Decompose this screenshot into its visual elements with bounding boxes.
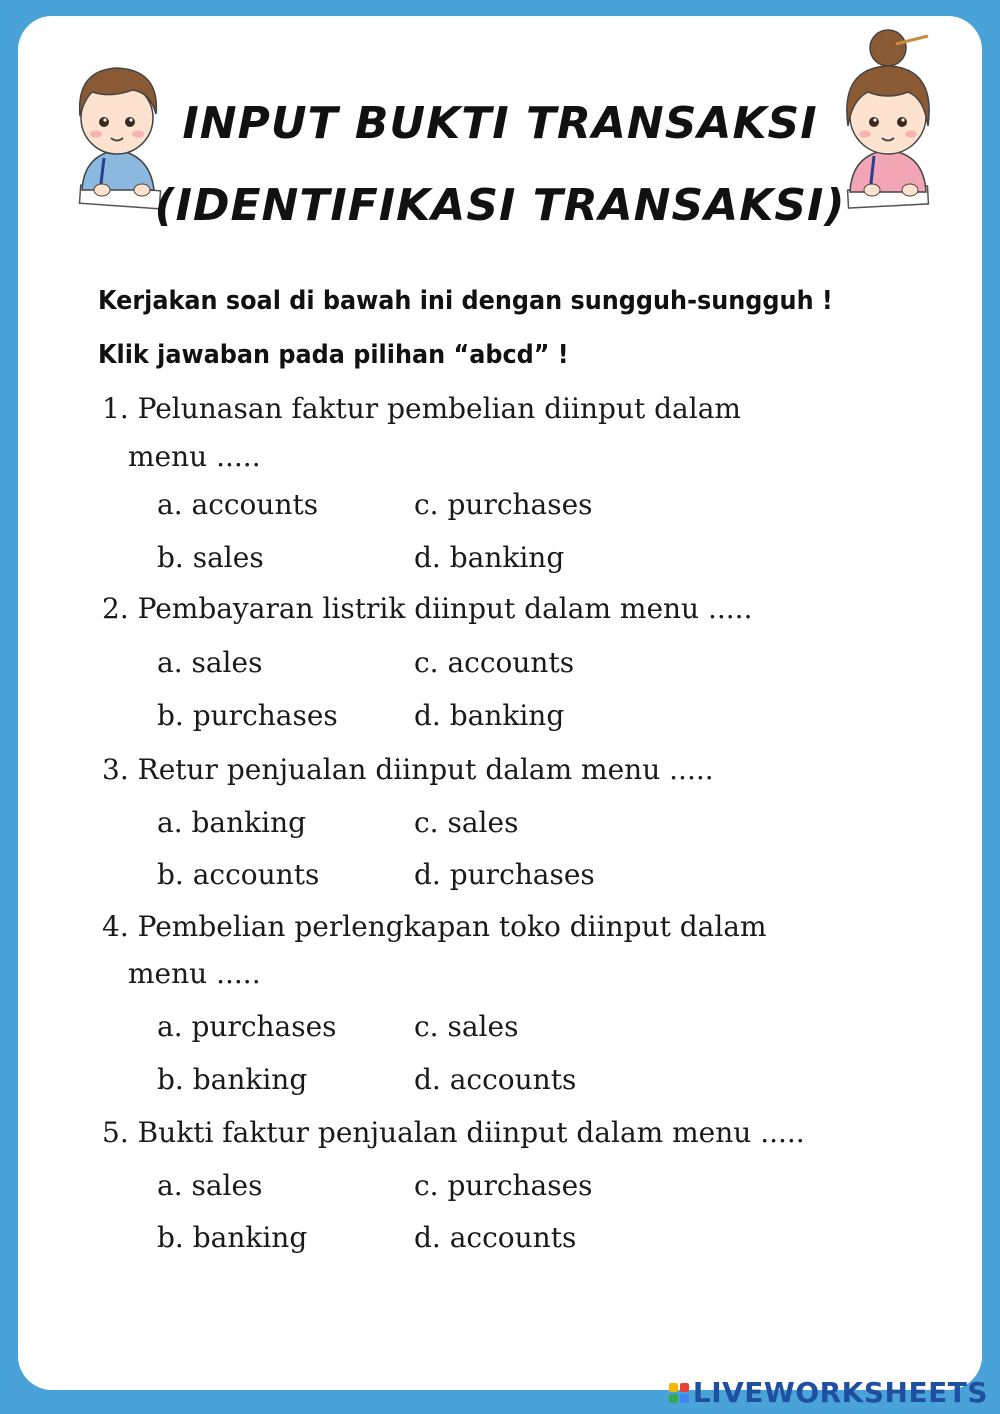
question-1-option-c[interactable]: c. purchases: [414, 488, 593, 521]
question-4-option-b[interactable]: b. banking: [157, 1063, 308, 1096]
question-5-text: 5. Bukti faktur penjualan diinput dalam menu .....: [102, 1116, 805, 1149]
question-5-option-d[interactable]: d. accounts: [414, 1221, 577, 1254]
question-5-option-b[interactable]: b. banking: [157, 1221, 308, 1254]
question-3-option-a[interactable]: a. banking: [157, 806, 307, 839]
question-4-option-c[interactable]: c. sales: [414, 1010, 519, 1043]
question-1-text: 1. Pelunasan faktur pembelian diinput dalam: [102, 392, 741, 425]
liveworksheets-logo-icon: [669, 1383, 689, 1403]
question-3-option-b[interactable]: b. accounts: [157, 858, 320, 891]
instruction-line-2: Klik jawaban pada pilihan “abcd” !: [98, 340, 569, 370]
question-2-option-c[interactable]: c. accounts: [414, 646, 575, 679]
question-1-text-cont: menu .....: [128, 440, 261, 473]
title-line-2: (IDENTIFIKASI TRANSAKSI): [154, 180, 846, 231]
question-1-option-d[interactable]: d. banking: [414, 541, 565, 574]
question-4-text: 4. Pembelian perlengkapan toko diinput dalam: [102, 910, 767, 943]
question-4-option-a[interactable]: a. purchases: [157, 1010, 337, 1043]
question-2-option-a[interactable]: a. sales: [157, 646, 263, 679]
question-3-text: 3. Retur penjualan diinput dalam menu .....: [102, 753, 714, 786]
liveworksheets-logo: [669, 1376, 988, 1409]
title-line-1: INPUT BUKTI TRANSAKSI: [182, 98, 818, 149]
instruction-line-1: Kerjakan soal di bawah ini dengan sungguh-sungguh !: [98, 286, 833, 316]
question-3-option-c[interactable]: c. sales: [414, 806, 519, 839]
question-4-text-cont: menu .....: [128, 957, 261, 990]
question-3-option-d[interactable]: d. purchases: [414, 858, 595, 891]
question-4-option-d[interactable]: d. accounts: [414, 1063, 577, 1096]
question-2-option-b[interactable]: b. purchases: [157, 699, 338, 732]
question-5-option-c[interactable]: c. purchases: [414, 1169, 593, 1202]
liveworksheets-brand-text: LIVEWORKSHEETS: [692, 1376, 988, 1409]
question-5-option-a[interactable]: a. sales: [157, 1169, 263, 1202]
question-1-option-b[interactable]: b. sales: [157, 541, 264, 574]
question-2-text: 2. Pembayaran listrik diinput dalam menu .....: [102, 592, 753, 625]
question-1-option-a[interactable]: a. accounts: [157, 488, 319, 521]
question-2-option-d[interactable]: d. banking: [414, 699, 565, 732]
